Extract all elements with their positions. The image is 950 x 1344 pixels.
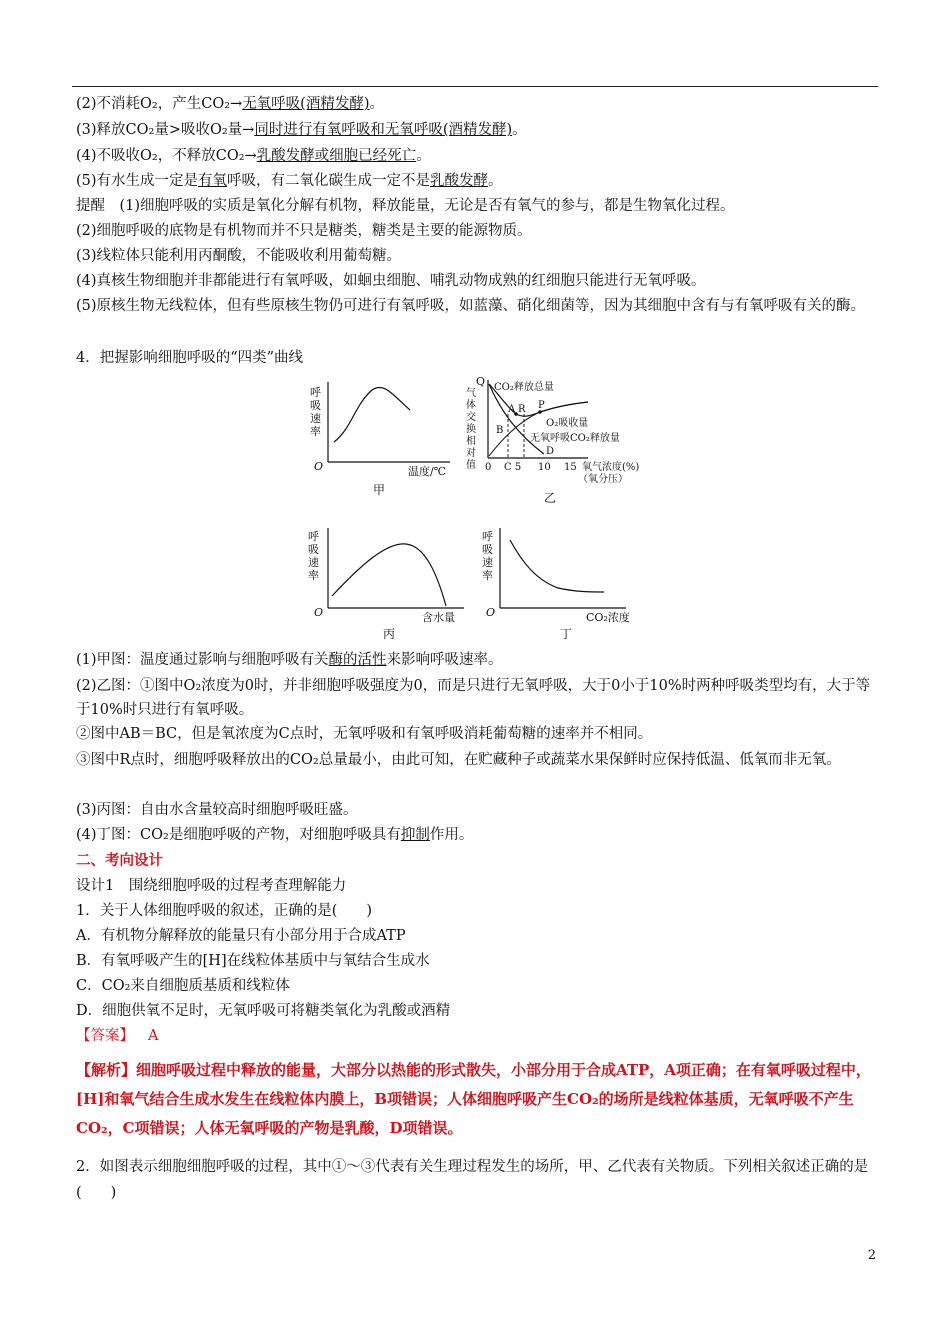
text-line: (4)不吸收O₂，不释放CO₂→乳酸发酵或细胞已经死亡。 (76, 148, 431, 164)
water-content-curve (332, 544, 446, 606)
text-paragraph: (2)乙图：①图中O₂浓度为0时，并非细胞呼吸强度为0，而是只进行无氧呼吸，大于0小于10%时两种呼吸类型均有，大于等于10%时只进行有氧呼吸。 (76, 678, 871, 718)
option-b: B．有氧呼吸产生的[H]在线粒体基质中与氧结合生成水 (76, 953, 430, 969)
y-label-char: 体 (466, 400, 476, 411)
tick-label: 10 (538, 462, 551, 473)
chart-yi (464, 374, 664, 506)
co2-curve (510, 540, 604, 592)
y-label-char: 率 (310, 425, 321, 438)
origin-label: O (314, 606, 324, 619)
y-label-char: 呼 (482, 530, 493, 543)
y-label-char: 气 (466, 388, 476, 399)
point-d-label: D (546, 446, 555, 457)
tick-label: 15 (564, 462, 577, 473)
option-a: A．有机物分解释放的能量只有小部分用于合成ATP (76, 928, 406, 944)
text-line: (4)丁图：CO₂是细胞呼吸的产物，对细胞呼吸具有抑制作用。 (76, 827, 474, 843)
origin-label: O (486, 606, 496, 619)
x-axis-label: 温度/℃ (408, 465, 447, 478)
origin-label: O (314, 460, 324, 473)
section-title: 二、考向设计 (76, 852, 163, 869)
chart-ding (476, 522, 646, 640)
chart-jia (300, 378, 460, 496)
text-line: ②图中AB＝BC，但是氧浓度为C点时，无氧呼吸和有氧呼吸消耗葡萄糖的速率并不相同。 (76, 726, 653, 742)
chart-caption: 甲 (373, 483, 386, 496)
y-label-char: 对 (466, 448, 476, 459)
point-b-label: B (496, 425, 504, 436)
question-stem: 1．关于人体细胞呼吸的叙述，正确的是( ) (76, 903, 373, 919)
page-number: 2 (867, 1248, 876, 1263)
text-paragraph: (5)原核生物无线粒体，但有些原核生物仍可进行有氧呼吸，如蓝藻、硝化细菌等，因为其细胞中含有与有氧呼吸有关的酶。 (76, 298, 866, 314)
tick-label: C 5 (504, 462, 522, 473)
x-axis-label: 含水量 (422, 611, 455, 624)
point-p-label: P (538, 400, 545, 411)
y-label-char: 值 (466, 460, 476, 471)
design-heading: 设计1 围绕细胞呼吸的过程考查理解能力 (76, 878, 347, 894)
text-line: (3)丙图：自由水含量较高时细胞呼吸旺盛。 (76, 802, 358, 818)
answer-value: A (148, 1028, 159, 1044)
text-line: (3)线粒体只能利用丙酮酸，不能吸收利用葡萄糖。 (76, 248, 402, 264)
y-label-char: 呼 (310, 386, 321, 399)
x-axis-label: 氧气浓度(%) (582, 462, 640, 473)
y-label-char: 呼 (308, 530, 319, 543)
option-d: D．细胞供氧不足时，无氧呼吸可将糖类氧化为乳酸或酒精 (76, 1003, 451, 1019)
x-axis-label-2: （氧分压） (578, 474, 628, 485)
question-stem: 2．如图表示细胞细胞呼吸的过程，其中①～③代表有关生理过程发生的场所，甲、乙代表有关物质。下列相关叙述正确的是( ) (76, 1159, 869, 1201)
option-c: C．CO₂来自细胞质基质和线粒体 (76, 978, 290, 994)
chart-caption: 丁 (560, 627, 573, 640)
temperature-curve (334, 387, 410, 442)
y-label-char: 相 (466, 436, 476, 447)
y-label-char: 吸 (310, 399, 321, 412)
q-label: Q (476, 375, 486, 388)
section-heading: 4．把握影响细胞呼吸的“四类”曲线 (76, 350, 304, 366)
y-label-char: 吸 (308, 543, 319, 556)
y-label-char: 交 (466, 412, 476, 423)
explanation: 【解析】细胞呼吸过程中释放的能量，大部分以热能的形式散失，小部分用于合成ATP，A项正确；在有氧呼吸过程中，[H]和氧气结合生成水发生在线粒体内膜上，B项错误；人体细胞呼吸产生CO₂的场所是线粒体基质，无氧呼吸不产生CO₂，C项错误；人体无氧呼吸的产物是乳酸，D项错误。 (76, 1061, 871, 1137)
text-line: 提醒 (1)细胞呼吸的实质是氧化分解有机物，释放能量，无论是否有氧气的参与，都是生物氧化过程。 (76, 198, 735, 214)
y-label-char: 速 (308, 556, 319, 569)
answer-line (76, 1026, 886, 1046)
tick-label: 0 (485, 462, 492, 473)
y-label-char: 率 (308, 569, 319, 582)
anaerobic-co2-label: 无氧呼吸CO₂释放量 (530, 433, 620, 444)
y-label-char: 率 (482, 569, 493, 582)
x-axis-label: CO₂浓度 (586, 611, 630, 624)
header-rule (72, 86, 878, 87)
text-line: (2)不消耗O₂，产生CO₂→无氧呼吸(酒精发酵)。 (76, 96, 385, 112)
y-label-char: 换 (466, 424, 476, 435)
chart-bing (300, 522, 470, 640)
point-r-label: R (518, 404, 526, 415)
answer-label: 【答案】 (76, 1028, 134, 1044)
y-label-char: 速 (310, 412, 321, 425)
o2-uptake-label: O₂吸收量 (546, 418, 589, 429)
text-line: (2)细胞呼吸的底物是有机物而并不只是糖类，糖类是主要的能源物质。 (76, 223, 532, 239)
chart-caption: 乙 (544, 491, 557, 505)
point-a-label: A (508, 404, 516, 415)
text-line: (5)有水生成一定是有氧呼吸，有二氧化碳生成一定不是乳酸发酵。 (76, 173, 503, 189)
text-paragraph: ③图中R点时，细胞呼吸释放出的CO₂总量最小，由此可知，在贮藏种子或蔬菜水果保鲜时应保持低温、低氧而非无氧。 (76, 752, 841, 768)
text-line: (4)真核生物细胞并非都能进行有氧呼吸，如蛔虫细胞、哺乳动物成熟的红细胞只能进行无氧呼吸。 (76, 273, 706, 289)
co2-total-label: CO₂释放总量 (494, 382, 554, 393)
chart-caption: 丙 (383, 627, 396, 640)
text-line: (3)释放CO₂量>吸收O₂量→同时进行有氧呼吸和无氧呼吸(酒精发酵)。 (76, 122, 527, 138)
y-label-char: 吸 (482, 543, 493, 556)
text-line: (1)甲图：温度通过影响与细胞呼吸有关酶的活性来影响呼吸速率。 (76, 652, 503, 668)
y-label-char: 速 (482, 556, 493, 569)
